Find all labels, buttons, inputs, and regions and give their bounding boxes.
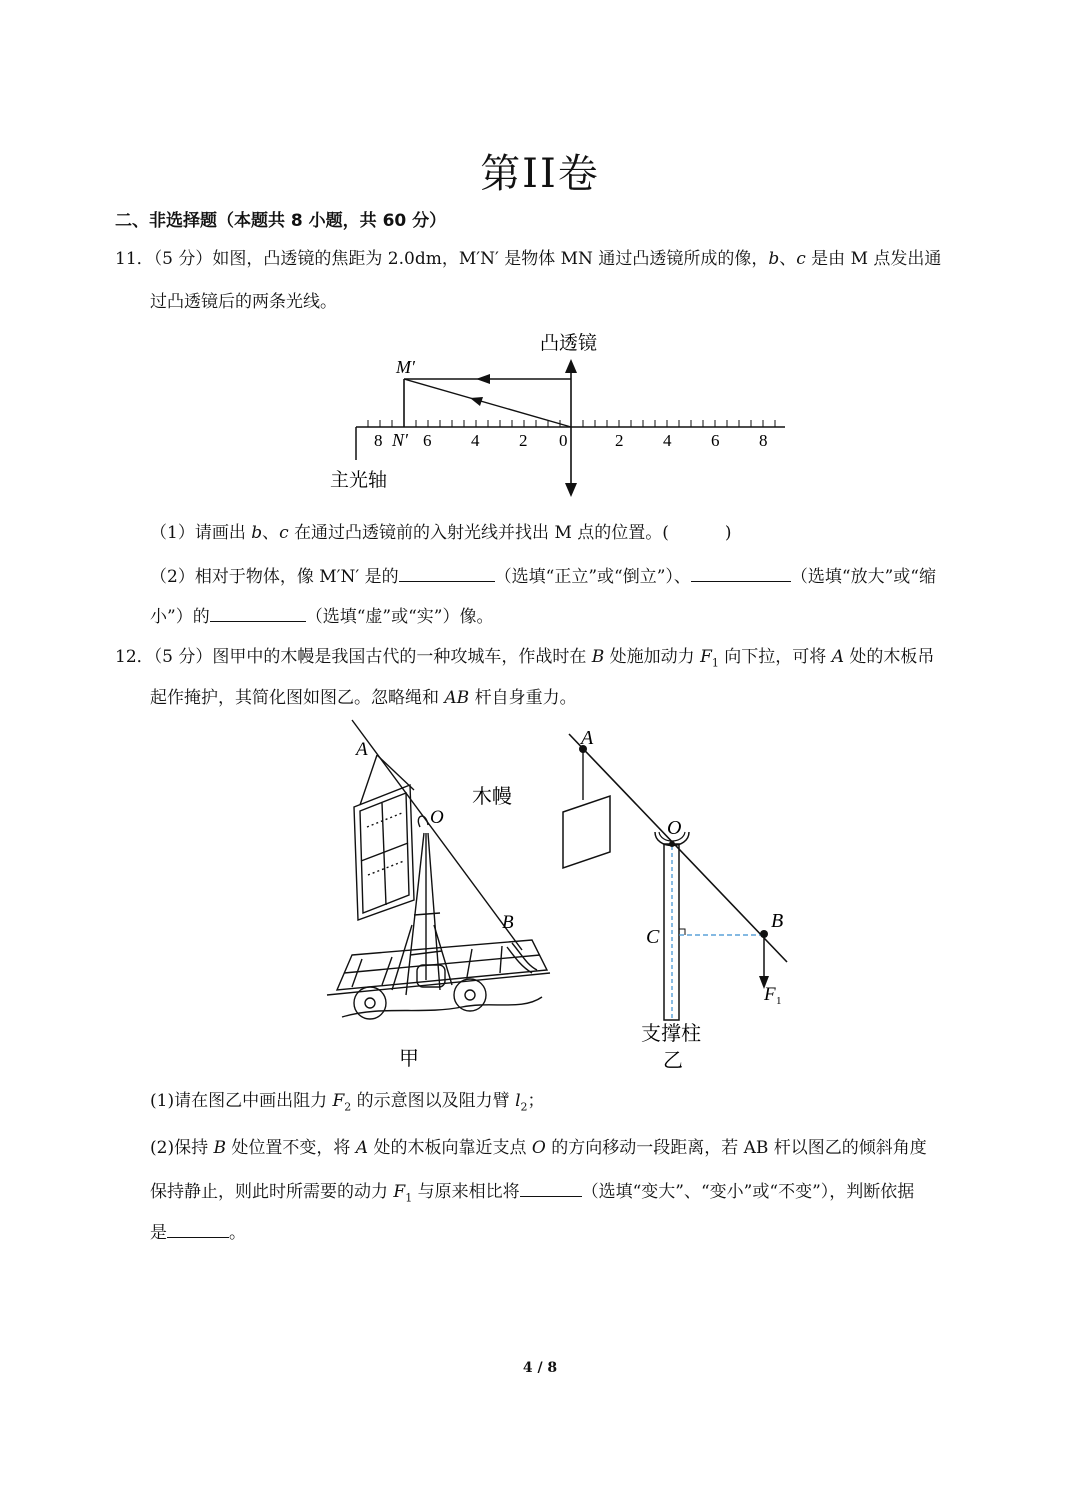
q12-figure-jia xyxy=(322,715,552,1075)
tick-label-left-8: 8 xyxy=(374,431,383,450)
point-O-dot xyxy=(669,841,675,847)
q12-stem-line2: 起作掩护，其简化图如图乙。忽略绳和 AB 杆自身重力。 xyxy=(150,688,577,708)
tick-label-right-2: 2 xyxy=(615,431,624,450)
board xyxy=(563,796,610,868)
ray-c xyxy=(404,379,571,427)
tick-label-right-8: 8 xyxy=(759,431,768,450)
tick-label-left-4: 4 xyxy=(471,431,480,450)
page-number: 4 / 8 xyxy=(522,1360,558,1376)
tick-label-left-6: 6 xyxy=(423,431,432,450)
yi-caption: 乙 xyxy=(663,1050,683,1072)
jia-label-O: O xyxy=(430,807,444,828)
ray-c-arrow-icon xyxy=(470,397,483,406)
answer-blank-magnify[interactable] xyxy=(691,563,791,582)
lens-bottom-arrow-icon xyxy=(565,483,577,497)
q11-stem-line1: 11．（5 分）如图，凸透镜的焦距为 2.0dm，M′N′ 是物体 MN 通过凸透镜所成的像，b、c 是由 M 点发出通 xyxy=(115,249,942,269)
yi-label-F: F xyxy=(764,984,776,1005)
answer-blank-reason[interactable] xyxy=(167,1219,229,1238)
tick-label-right-6: 6 xyxy=(711,431,720,450)
tick-label-right-4: 4 xyxy=(663,431,672,450)
jia-label-A: A xyxy=(356,739,368,760)
q11-lens-figure xyxy=(320,325,800,500)
jia-label-B: B xyxy=(502,912,514,933)
lens-top-arrow-icon xyxy=(565,359,577,373)
label-N-prime: N′ xyxy=(392,430,408,450)
yi-label-B: B xyxy=(771,910,784,932)
q12-points: （5 分） xyxy=(153,647,213,667)
wheel-left xyxy=(354,987,386,1019)
q11-stem-line2: 过凸透镜后的两条光线。 xyxy=(150,292,337,312)
tick-label-origin: 0 xyxy=(559,431,568,450)
yi-label-A: A xyxy=(581,727,594,749)
q11-sub2-line1: （2）相对于物体，像 M′N′ 是的 （选填“正立”或“倒立”）、 （选填“放大”或“缩 xyxy=(150,563,936,589)
principal-axis-label: 主光轴 xyxy=(330,470,388,491)
lens-label: 凸透镜 xyxy=(540,333,598,354)
q11-sub2-line2: 小”）的 （选填“虚”或“实”）像。 xyxy=(150,603,493,629)
q12-stem-line1: 12．（5 分）图甲中的木幔是我国古代的一种攻城车，作战时在 B 处施加动力 $F_1$ 向下拉，可将 A 处的木板吊 xyxy=(115,647,935,670)
q12-sub1: (1)请在图乙中画出阻力 $F_2$ 的示意图以及阻力臂 $l_2$； xyxy=(150,1091,545,1114)
q12-sub2-line1: (2)保持 B 处位置不变，将 A 处的木板向靠近支点 O 的方向移动一段距离，若 AB 杆以图乙的倾斜角度 xyxy=(150,1138,927,1158)
cart-pole xyxy=(352,720,522,950)
yi-label-O: O xyxy=(667,817,682,839)
yi-label-F-sub: 1 xyxy=(776,995,782,1007)
section-heading: 二、非选择题（本题共 8 小题，共 60 分） xyxy=(115,211,447,231)
support-pillar-label: 支撑柱 xyxy=(641,1023,701,1045)
tick-label-left-2: 2 xyxy=(519,431,528,450)
lever-rod-AB xyxy=(569,734,787,962)
q12-figure-yi xyxy=(555,722,800,1077)
page-title: 第II卷 xyxy=(480,151,600,197)
yi-label-C: C xyxy=(646,926,660,948)
answer-blank-real-virtual[interactable] xyxy=(210,603,306,622)
jia-label-name: 木幔 xyxy=(472,786,512,808)
right-angle-mark xyxy=(679,929,685,935)
answer-blank-force-change[interactable] xyxy=(520,1178,582,1197)
q12-sub2-line2: 保持静止，则此时所需要的动力 $F_1$ 与原来相比将 （选填“变大”、“变小”或“不变”），判断依据 xyxy=(150,1178,914,1210)
ray-b-arrow-icon xyxy=(476,374,490,384)
label-M-prime: M′ xyxy=(396,357,415,377)
q12-sub2-line3: 是 。 xyxy=(150,1219,246,1245)
q11-points: （5 分） xyxy=(153,249,213,269)
q11-number: 11． xyxy=(115,249,154,269)
answer-blank-upright[interactable] xyxy=(399,563,495,582)
q11-sub1: （1）请画出 b、c 在通过凸透镜前的入射光线并找出 M 点的位置。( ) xyxy=(150,523,732,543)
jia-caption: 甲 xyxy=(399,1048,419,1070)
q12-number: 12． xyxy=(115,647,154,667)
